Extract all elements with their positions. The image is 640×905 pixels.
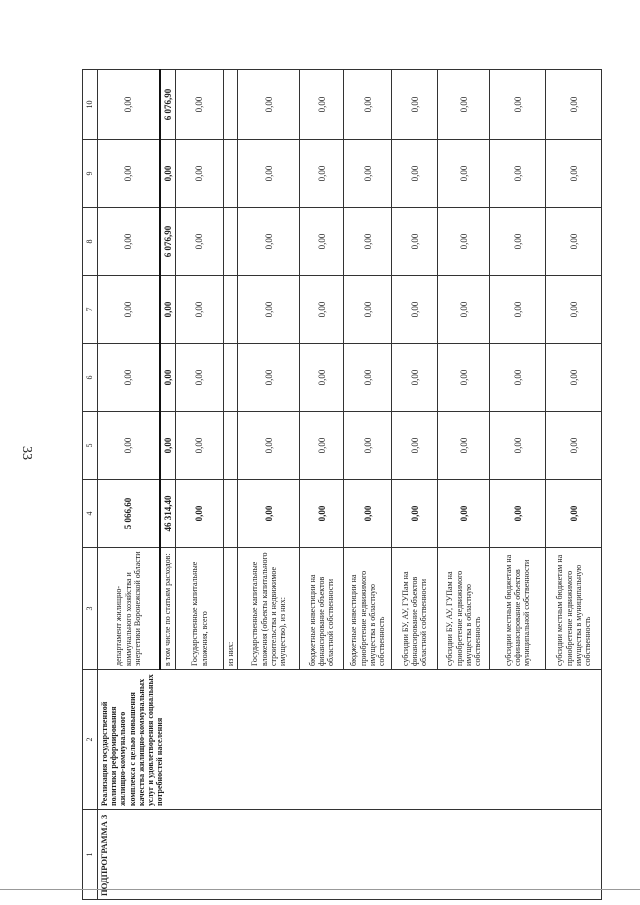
table-row: [98, 70, 160, 900]
cell-value: 0,00: [160, 344, 176, 412]
cell-value: 0,00: [238, 208, 300, 276]
cell-value: 0,00: [160, 140, 176, 208]
cell-value: 46 314,40: [160, 480, 176, 548]
cell-value: 0,00: [176, 70, 224, 140]
cell-value: 0,00: [392, 140, 438, 208]
cell-value: 0,00: [238, 140, 300, 208]
cell-value: 0,00: [392, 480, 438, 548]
cell-value: 0,00: [490, 412, 546, 480]
row-name: в том числе по статьям расходов:: [160, 548, 176, 670]
cell-value: [224, 276, 238, 344]
cell-value: 0,00: [344, 480, 392, 548]
cell-value: 0,00: [98, 412, 160, 480]
cell-value: 0,00: [176, 480, 224, 548]
cell-value: 0,00: [490, 140, 546, 208]
cell-value: 0,00: [98, 70, 160, 140]
cell-value: 0,00: [300, 480, 344, 548]
row-name: департамент жилищно-коммунального хозяйства и энергетики Воронежской области: [98, 548, 160, 670]
cell-value: [224, 140, 238, 208]
cell-value: 0,00: [392, 208, 438, 276]
cell-value: [224, 208, 238, 276]
col-num-3: 3: [83, 548, 98, 670]
cell-value: 0,00: [490, 344, 546, 412]
cell-value: 0,00: [438, 70, 490, 140]
cell-value: 0,00: [98, 140, 160, 208]
bottom-rule: [0, 889, 640, 891]
row-name: бюджетные инвестиции на приобретение недвижимого имущества в областную собственность: [344, 548, 392, 670]
program-title: Реализация государственной политики реформирования жилищно-коммунального комплекса с целью повышения качества жилищно-коммунальных услуг и удовлетворения социальных потребностей населения: [98, 670, 602, 810]
col-num-4: 4: [83, 480, 98, 548]
cell-value: 0,00: [438, 480, 490, 548]
cell-value: 0,00: [438, 412, 490, 480]
cell-value: 0,00: [438, 344, 490, 412]
cell-value: 0,00: [300, 344, 344, 412]
cell-value: 0,00: [160, 412, 176, 480]
cell-value: 0,00: [300, 276, 344, 344]
cell-value: 0,00: [392, 276, 438, 344]
cell-value: 0,00: [344, 140, 392, 208]
cell-value: 0,00: [490, 480, 546, 548]
cell-value: 0,00: [392, 344, 438, 412]
cell-value: 0,00: [344, 276, 392, 344]
row-name: Государственные капитальные вложения (объекты капитального строительства и недвижимое имущество), из них:: [238, 548, 300, 670]
cell-value: 0,00: [176, 140, 224, 208]
cell-value: 0,00: [300, 208, 344, 276]
col-num-8: 8: [83, 208, 98, 276]
row-name: бюджетные инвестиции на финансирование объектов областной собственности: [300, 548, 344, 670]
col-num-9: 9: [83, 140, 98, 208]
cell-value: [224, 70, 238, 140]
cell-value: 0,00: [392, 70, 438, 140]
cell-value: 0,00: [176, 208, 224, 276]
cell-value: 0,00: [490, 276, 546, 344]
cell-value: 0,00: [546, 140, 602, 208]
program-label: ПОДПРОГРАММА 3: [98, 810, 602, 900]
header-row: [83, 70, 98, 900]
cell-value: 0,00: [98, 276, 160, 344]
cell-value: 0,00: [300, 140, 344, 208]
cell-value: 0,00: [490, 208, 546, 276]
cell-value: 0,00: [344, 344, 392, 412]
cell-value: 6 076,90: [160, 208, 176, 276]
cell-value: [224, 480, 238, 548]
cell-value: 0,00: [176, 344, 224, 412]
cell-value: 0,00: [238, 480, 300, 548]
page-number: 33: [19, 446, 34, 460]
cell-value: 5 066,60: [98, 480, 160, 548]
col-num-5: 5: [83, 412, 98, 480]
cell-value: 0,00: [238, 70, 300, 140]
cell-value: 0,00: [98, 208, 160, 276]
cell-value: 0,00: [546, 276, 602, 344]
cell-value: 0,00: [438, 276, 490, 344]
col-num-1: 1: [83, 810, 98, 900]
cell-value: 0,00: [438, 208, 490, 276]
cell-value: 0,00: [546, 344, 602, 412]
cell-value: 0,00: [238, 276, 300, 344]
budget-table: [82, 69, 602, 900]
col-num-10: 10: [83, 70, 98, 140]
cell-value: [224, 344, 238, 412]
cell-value: 0,00: [344, 412, 392, 480]
row-name: субсидии БУ, АУ, ГУПам на приобретение недвижимого имущества в областную собственность: [438, 548, 490, 670]
row-name: субсидии БУ, АУ, ГУПам на финансирование объектов областной собственности: [392, 548, 438, 670]
col-num-6: 6: [83, 344, 98, 412]
cell-value: 0,00: [238, 344, 300, 412]
cell-value: 0,00: [546, 412, 602, 480]
cell-value: 0,00: [344, 208, 392, 276]
cell-value: 0,00: [160, 276, 176, 344]
cell-value: 0,00: [300, 412, 344, 480]
cell-value: 0,00: [546, 480, 602, 548]
row-name: из них:: [224, 548, 238, 670]
cell-value: 0,00: [344, 70, 392, 140]
cell-value: 0,00: [546, 208, 602, 276]
cell-value: 0,00: [98, 344, 160, 412]
col-num-2: 2: [83, 670, 98, 810]
cell-value: 6 076,90: [160, 70, 176, 140]
col-num-7: 7: [83, 276, 98, 344]
cell-value: 0,00: [238, 412, 300, 480]
cell-value: 0,00: [176, 412, 224, 480]
cell-value: [224, 412, 238, 480]
rotated-table-container: [82, 70, 598, 900]
row-name: Государственные капитальные вложения, всего: [176, 548, 224, 670]
cell-value: 0,00: [176, 276, 224, 344]
cell-value: 0,00: [546, 70, 602, 140]
cell-value: 0,00: [300, 70, 344, 140]
cell-value: 0,00: [438, 140, 490, 208]
row-name: субсидии местным бюджетам на приобретение недвижимого имущества в муниципальную собственность: [546, 548, 602, 670]
row-name: субсидии местным бюджетам на софинансирование объектов муниципальной собственности: [490, 548, 546, 670]
cell-value: 0,00: [392, 412, 438, 480]
cell-value: 0,00: [490, 70, 546, 140]
